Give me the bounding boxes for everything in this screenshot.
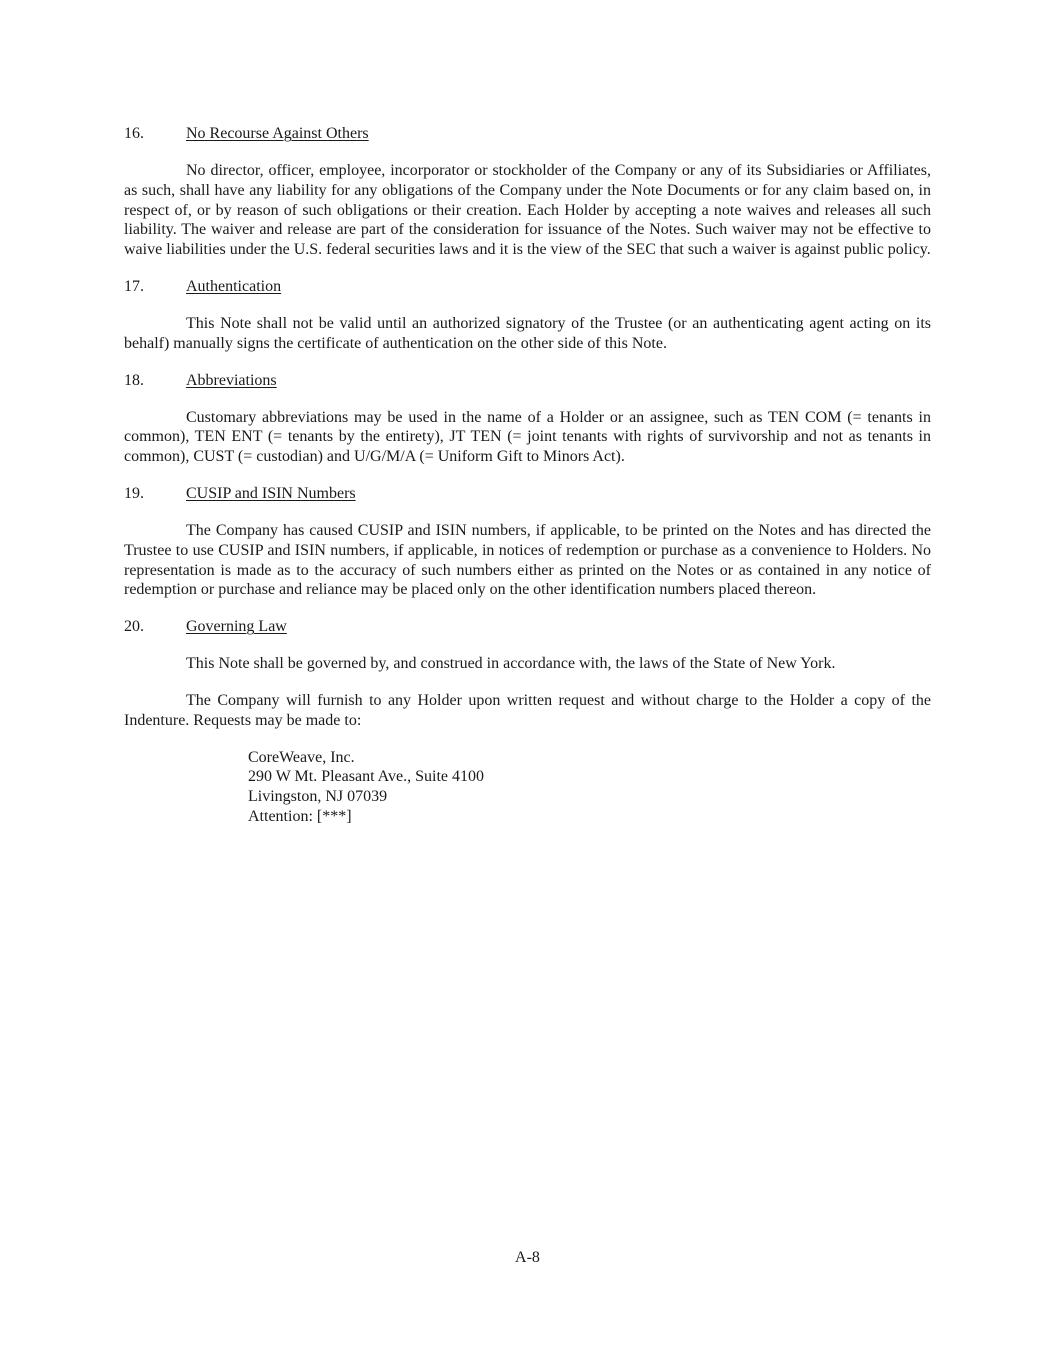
- section-19-heading: [124, 484, 931, 504]
- section-title: Abbreviations: [186, 371, 277, 389]
- section-title: Governing Law: [186, 618, 287, 636]
- page-number: A-8: [515, 1249, 540, 1266]
- address-line: Livingston, NJ 07039: [248, 788, 388, 806]
- section-title: No Recourse Against Others: [186, 125, 369, 142]
- section-number: 17.: [124, 277, 144, 295]
- address-line: 290 W Mt. Pleasant Ave., Suite 4100: [248, 768, 484, 786]
- section-20-paragraph: The Company will furnish to any Holder upon written request and without charge to the Holder a copy of the Indenture. Requests may be made to:: [124, 691, 931, 729]
- section-number: 19.: [124, 484, 144, 502]
- address-line: Attention: [***]: [248, 807, 352, 825]
- section-20-heading: [124, 617, 931, 637]
- section-20-paragraph: This Note shall be governed by, and construed in accordance with, the laws of the State of New York.: [186, 655, 836, 673]
- section-16-heading: [124, 124, 931, 144]
- section-16-paragraph: No director, officer, employee, incorporator or stockholder of the Company or any of its Subsidiaries or Affiliates, as such, shall have any liability for any obligations of the Company under the Note Documents or for any claim based on, in respect of, or by reason of such obligations or their creation. Each Holder by accepting a note waives and releases all such liability. The waiver and release are part of the consideration for issuance of the Notes. Such waiver may not be effective to waive liabilities under the U.S. federal securities laws and it is the view of the SEC that such a waiver is against public policy.: [124, 162, 931, 259]
- section-19-paragraph: The Company has caused CUSIP and ISIN numbers, if applicable, to be printed on the Notes and has directed the Trustee to use CUSIP and ISIN numbers, if applicable, in notices of redemption or purchase as a convenience to Holders. No representation is made as to the accuracy of such numbers either as printed on the Notes or as contained in any notice of redemption or purchase and reliance may be placed only on the other identification numbers placed thereon.: [124, 521, 931, 599]
- section-17-paragraph: This Note shall not be valid until an authorized signatory of the Trustee (or an authenticating agent acting on its behalf) manually signs the certificate of authentication on the other side of this Note.: [124, 314, 931, 352]
- section-title: Authentication: [186, 277, 282, 295]
- document-body: [124, 124, 931, 827]
- section-title: CUSIP and ISIN Numbers: [186, 484, 356, 502]
- section-number: 18.: [124, 371, 144, 389]
- section-17-heading: [124, 277, 931, 297]
- section-18-paragraph: Customary abbreviations may be used in the name of a Holder or an assignee, such as TEN COM (= tenants in common), TEN ENT (= tenants by the entirety), JT TEN (= joint tenants with rights of survivorship and not as tenants in common), CUST (= custodian) and U/G/M/A (= Uniform Gift to Minors Act).: [124, 408, 931, 466]
- mailing-address: [248, 748, 931, 827]
- section-number: 16.: [124, 125, 144, 142]
- address-line: CoreWeave, Inc.: [248, 748, 355, 766]
- section-number: 20.: [124, 618, 144, 636]
- section-18-heading: [124, 371, 931, 391]
